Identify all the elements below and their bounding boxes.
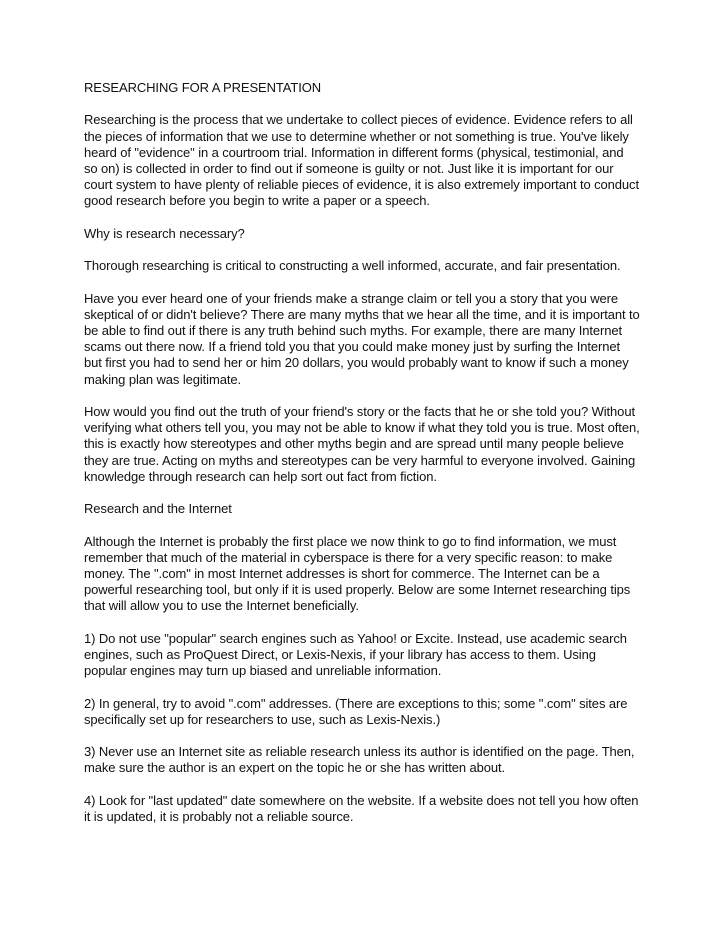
paragraph-myths: Have you ever heard one of your friends make a strange claim or tell you a story that you were skeptical of or didn't believe? There are many myths that we hear all the time, and it is important to be able to find out if there is any truth behind such myths. For example, there are many Internet scams out there now. If a friend told you that you could make money just by surfing the Internet but first you had to send her or him 20 dollars, you would probably want to know if such a money making plan was legitimate. <box>84 290 640 387</box>
tip-3: 3) Never use an Internet site as reliable research unless its author is identified on the page. Then, make sure the author is an expert on the topic he or she has written about. <box>84 744 635 776</box>
document-title: RESEARCHING FOR A PRESENTATION <box>84 80 322 95</box>
paragraph-intro: Researching is the process that we undertake to collect pieces of evidence. Evidence refers to all the pieces of information that we use to determine whether or not something is true. You've likely heard of "evidence" in a courtroom trial. Information in different forms (physical, testimonial, and so on) is collected in order to find out if someone is guilty or not. Just like it is important for our court system to have plenty of reliable pieces of evidence, it is also extremely important to conduct good research before you begin to write a paper or a speech. <box>84 112 639 209</box>
paragraph-thorough-research: Thorough researching is critical to constructing a well informed, accurate, and fair presentation. <box>84 258 621 274</box>
tip-4: 4) Look for "last updated" date somewhere on the website. If a website does not tell you how often it is updated, it is probably not a reliable source. <box>84 792 639 824</box>
paragraph-internet: Although the Internet is probably the first place we now think to go to find information, we must remember that much of the material in cyberspace is there for a very specific reason: to make money. The ".com" in most Internet addresses is short for commerce. The Internet can be a powerful researching tool, but only if it is used properly. Below are some Internet researching tips that will allow you to use the Internet beneficially. <box>84 533 631 614</box>
section-heading-why-research: Why is research necessary? <box>84 225 245 241</box>
section-heading-internet: Research and the Internet <box>84 501 232 517</box>
tip-1: 1) Do not use "popular" search engines such as Yahoo! or Excite. Instead, use academic search engines, such as ProQuest Direct, or Lexis-Nexis, if your library has access to them. Using popular engines may turn up biased and unreliable information. <box>84 630 627 679</box>
paragraph-verify: How would you find out the truth of your friend's story or the facts that he or she told you? Without verifying what others tell you, you may not be able to know if what they told you is true. Most often, this is exactly how stereotypes and other myths begin and are spread until many people believe they are true. Acting on myths and stereotypes can be very harmful to everyone involved. Gaining knowledge through research can help sort out fact from fiction. <box>84 403 640 484</box>
document-body <box>84 80 640 841</box>
tip-2: 2) In general, try to avoid ".com" addresses. (There are exceptions to this; some ".com" sites are specifically set up for researchers to use, such as Lexis-Nexis.) <box>84 695 628 727</box>
